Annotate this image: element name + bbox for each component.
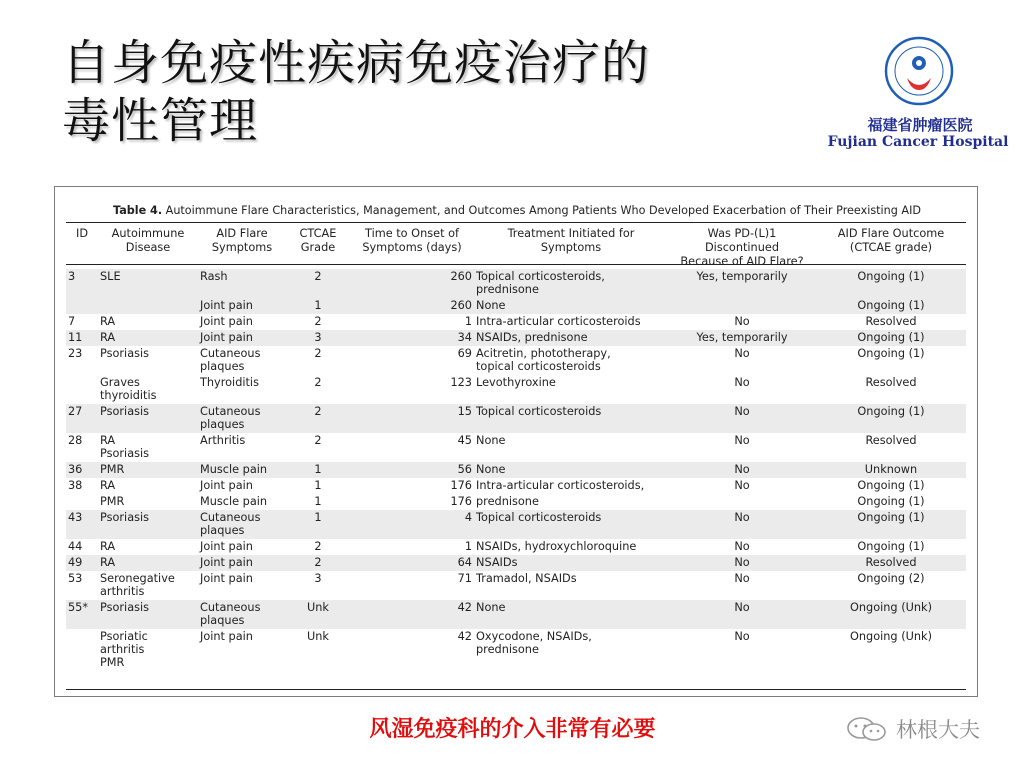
cell-id: 44 xyxy=(68,540,83,553)
cell-disease xyxy=(98,462,198,478)
cell-disease xyxy=(98,404,198,433)
cell-treatment xyxy=(474,462,668,478)
cell-disease xyxy=(98,298,198,314)
cell-id: 28 xyxy=(68,434,83,447)
table-row xyxy=(66,510,966,539)
cell-symptoms xyxy=(198,298,286,314)
cell-line: None xyxy=(476,463,506,476)
cell-line: Rash xyxy=(200,270,228,283)
cell-outcome: Unknown xyxy=(816,462,966,478)
cell-symptoms xyxy=(198,269,286,298)
cell-treatment xyxy=(474,629,668,671)
cell-line: Intra-articular corticosteroids xyxy=(476,315,641,328)
cell-discontinued: No xyxy=(734,376,750,389)
cell-grade: Unk xyxy=(307,630,329,643)
cell-onset: 1 xyxy=(464,540,472,553)
cell-id xyxy=(66,375,98,404)
cell-treatment xyxy=(474,555,668,571)
cell-line: None xyxy=(476,434,506,447)
cell-treatment xyxy=(474,571,668,600)
cell-line: plaques xyxy=(200,614,245,627)
table-caption xyxy=(113,204,1013,217)
header-outcome xyxy=(816,227,966,269)
cell-id: 7 xyxy=(68,315,76,328)
cell-line: Thyroiditis xyxy=(200,376,259,389)
cell-line: RA xyxy=(100,540,116,553)
cell-discontinued xyxy=(668,298,816,314)
table-body xyxy=(66,269,966,671)
cell-grade: 2 xyxy=(286,404,350,433)
cell-grade: 1 xyxy=(314,479,322,492)
cell-outcome: Ongoing (1) xyxy=(857,495,925,508)
cell-onset: 34 xyxy=(350,330,474,346)
cell-line: Graves xyxy=(100,376,140,389)
cell-line: Psoriasis xyxy=(100,447,150,460)
cell-symptoms xyxy=(198,433,286,462)
cell-id: 27 xyxy=(66,404,98,433)
cell-discontinued: No xyxy=(734,347,750,360)
cell-line: Psoriatic xyxy=(100,630,148,643)
cell-grade: 2 xyxy=(314,434,322,447)
cell-treatment xyxy=(474,539,668,555)
cell-onset: 56 xyxy=(350,462,474,478)
cell-onset: 42 xyxy=(350,600,474,629)
cell-line: PMR xyxy=(100,656,125,669)
cell-outcome: Ongoing (1) xyxy=(816,404,966,433)
header-discontinued xyxy=(668,227,816,269)
slide-title-line-1: 自身免疫性疾病免疫治疗的 xyxy=(62,35,651,91)
table-row xyxy=(66,346,966,375)
header-line: Symptoms (days) xyxy=(362,241,462,254)
cell-line: thyroiditis xyxy=(100,389,157,402)
header-line: Grade xyxy=(300,241,336,254)
cell-line: prednisone xyxy=(476,643,539,656)
cell-discontinued: No xyxy=(734,630,750,643)
cell-outcome: Ongoing (Unk) xyxy=(816,600,966,629)
table-row xyxy=(66,330,966,346)
cell-outcome: Ongoing (1) xyxy=(857,540,925,553)
header-line: Because of AID Flare? xyxy=(680,255,804,268)
cell-onset: 260 xyxy=(350,269,474,298)
cell-discontinued: No xyxy=(668,462,816,478)
header-grade xyxy=(286,227,350,269)
cell-outcome: Ongoing (1) xyxy=(816,298,966,314)
cell-id xyxy=(66,298,98,314)
table-row xyxy=(66,629,966,671)
cell-onset: 176 xyxy=(450,479,472,492)
cell-treatment xyxy=(474,346,668,375)
cell-line: Arthritis xyxy=(200,434,246,447)
cell-line: plaques xyxy=(200,524,245,537)
cell-line: None xyxy=(476,601,506,614)
cell-line: plaques xyxy=(200,418,245,431)
bottom-note: 风湿免疫科的介入非常有必要 xyxy=(369,717,656,742)
cell-outcome: Resolved xyxy=(865,315,917,328)
cell-disease xyxy=(98,539,198,555)
cell-line: Muscle pain xyxy=(200,463,268,476)
cell-disease xyxy=(98,629,198,671)
table-figure xyxy=(54,186,978,697)
header-line: Treatment Initiated for xyxy=(507,227,635,240)
cell-line: NSAIDs xyxy=(476,556,518,569)
cell-grade: 2 xyxy=(286,555,350,571)
hospital-name-en: Fujian Cancer Hospital xyxy=(827,134,1009,150)
cell-outcome: Ongoing (1) xyxy=(857,347,925,360)
cell-symptoms xyxy=(198,404,286,433)
cell-discontinued: No xyxy=(668,404,816,433)
header-line: Was PD-(L)1 Discontinued xyxy=(704,227,779,254)
cell-discontinued: No xyxy=(734,315,750,328)
cell-outcome: Resolved xyxy=(865,434,917,447)
wechat-icon xyxy=(846,716,888,742)
cell-discontinued: No xyxy=(668,510,816,539)
cell-outcome: Resolved xyxy=(816,555,966,571)
cell-outcome: Ongoing (1) xyxy=(857,479,925,492)
cell-symptoms xyxy=(198,346,286,375)
cell-symptoms xyxy=(198,539,286,555)
table-caption-text: Autoimmune Flare Characteristics, Management, and Outcomes Among Patients Who Developed Exacerbation of Their Preexisting AID xyxy=(165,204,921,217)
watermark-text: 林根大夫 xyxy=(896,718,980,742)
cell-onset: 15 xyxy=(350,404,474,433)
flare-table xyxy=(66,227,966,671)
table-row xyxy=(66,314,966,330)
cell-grade: 3 xyxy=(286,330,350,346)
cell-disease xyxy=(98,269,198,298)
cell-line: RA xyxy=(100,434,116,447)
cell-id: 49 xyxy=(66,555,98,571)
cell-treatment xyxy=(474,494,668,510)
cell-id: 55* xyxy=(66,600,98,629)
cell-discontinued: No xyxy=(668,600,816,629)
cell-id xyxy=(66,629,98,671)
table-row xyxy=(66,571,966,600)
cell-outcome: Ongoing (1) xyxy=(816,330,966,346)
cell-onset: 45 xyxy=(457,434,472,447)
cell-grade: 2 xyxy=(286,269,350,298)
cell-discontinued: No xyxy=(734,572,750,585)
cell-line: Oxycodone, NSAIDs, xyxy=(476,630,592,643)
cell-outcome: Ongoing (1) xyxy=(816,269,966,298)
cell-treatment xyxy=(474,404,668,433)
cell-symptoms xyxy=(198,375,286,404)
cell-disease xyxy=(98,510,198,539)
cell-discontinued: No xyxy=(734,479,750,492)
table-row xyxy=(66,494,966,510)
cell-treatment xyxy=(474,600,668,629)
cell-onset: 176 xyxy=(450,495,472,508)
cell-line: topical corticosteroids xyxy=(476,360,601,373)
header-line: Symptoms xyxy=(211,241,273,254)
cell-line: Joint pain xyxy=(200,556,253,569)
cell-outcome: Resolved xyxy=(865,376,917,389)
table-row xyxy=(66,539,966,555)
cell-onset: 123 xyxy=(450,376,472,389)
cell-symptoms xyxy=(198,571,286,600)
watermark xyxy=(846,712,996,742)
header-line: Symptoms xyxy=(540,241,602,254)
cell-disease xyxy=(98,571,198,600)
cell-line: Joint pain xyxy=(200,315,253,328)
cell-outcome: Ongoing (Unk) xyxy=(850,630,932,643)
cell-disease xyxy=(98,600,198,629)
cell-line: Joint pain xyxy=(200,572,253,585)
cell-treatment xyxy=(474,433,668,462)
cell-treatment xyxy=(474,375,668,404)
cell-id: 23 xyxy=(68,347,83,360)
cell-id xyxy=(66,494,98,510)
cell-line: Topical corticosteroids xyxy=(476,511,602,524)
cell-line: Joint pain xyxy=(200,630,253,643)
cell-onset: 4 xyxy=(350,510,474,539)
cell-line: RA xyxy=(100,556,116,569)
header-onset xyxy=(350,227,474,269)
cell-line: Psoriasis xyxy=(100,601,150,614)
cell-id: 3 xyxy=(66,269,98,298)
cell-line: arthritis xyxy=(100,643,145,656)
cell-discontinued: Yes, temporarily xyxy=(668,269,816,298)
cell-line: Psoriasis xyxy=(100,347,150,360)
cell-id: 36 xyxy=(66,462,98,478)
cell-grade: 2 xyxy=(314,540,322,553)
cell-grade: 3 xyxy=(314,572,322,585)
table-row xyxy=(66,375,966,404)
hospital-logo-icon xyxy=(884,36,954,106)
cell-grade: 1 xyxy=(314,495,322,508)
cell-line: RA xyxy=(100,479,116,492)
cell-line: PMR xyxy=(100,463,125,476)
cell-treatment xyxy=(474,478,668,494)
cell-outcome: Ongoing (1) xyxy=(816,510,966,539)
cell-treatment xyxy=(474,269,668,298)
cell-line: Topical corticosteroids xyxy=(476,405,602,418)
cell-grade: 1 xyxy=(286,298,350,314)
cell-line: Intra-articular corticosteroids, xyxy=(476,479,645,492)
table-caption-label: Table 4. xyxy=(113,204,163,217)
header-symptoms xyxy=(198,227,286,269)
cell-symptoms xyxy=(198,510,286,539)
table-row xyxy=(66,404,966,433)
cell-line: Psoriasis xyxy=(100,405,150,418)
header-line: Disease xyxy=(125,241,171,254)
cell-grade: Unk xyxy=(286,600,350,629)
slide-title-line-2: 毒性管理 xyxy=(62,93,259,149)
cell-line: Tramadol, NSAIDs xyxy=(476,572,577,585)
cell-line: plaques xyxy=(200,360,245,373)
cell-treatment xyxy=(474,298,668,314)
cell-outcome: Ongoing (2) xyxy=(857,572,925,585)
cell-grade: 2 xyxy=(314,315,322,328)
header-line: ID xyxy=(75,227,89,240)
cell-line: Seronegative xyxy=(100,572,175,585)
table-row xyxy=(66,600,966,629)
cell-line: Topical corticosteroids, xyxy=(476,270,605,283)
cell-line: prednisone xyxy=(476,283,539,296)
header-line: Time to Onset of xyxy=(365,227,459,240)
cell-id: 43 xyxy=(66,510,98,539)
cell-treatment xyxy=(474,330,668,346)
cell-onset: 71 xyxy=(457,572,472,585)
hospital-name-cn: 福建省肿瘤医院 xyxy=(867,116,973,134)
header-treatment xyxy=(474,227,668,269)
header-id xyxy=(66,227,98,269)
cell-onset: 42 xyxy=(457,630,472,643)
cell-line: NSAIDs, prednisone xyxy=(476,331,588,344)
header-disease xyxy=(98,227,198,269)
cell-symptoms xyxy=(198,314,286,330)
cell-id: 53 xyxy=(68,572,83,585)
cell-symptoms xyxy=(198,600,286,629)
cell-line: NSAIDs, hydroxychloroquine xyxy=(476,540,637,553)
slide-title xyxy=(62,34,762,150)
cell-line: RA xyxy=(100,331,116,344)
cell-line: Joint pain xyxy=(200,479,253,492)
cell-line: SLE xyxy=(100,270,121,283)
cell-discontinued xyxy=(668,494,816,510)
cell-disease xyxy=(98,494,198,510)
cell-line: Joint pain xyxy=(200,540,253,553)
cell-line: Joint pain xyxy=(200,299,253,312)
cell-disease xyxy=(98,555,198,571)
table-row xyxy=(66,478,966,494)
table-row xyxy=(66,555,966,571)
cell-line: None xyxy=(476,299,506,312)
cell-discontinued: Yes, temporarily xyxy=(668,330,816,346)
cell-symptoms xyxy=(198,494,286,510)
table-row xyxy=(66,298,966,314)
cell-onset: 64 xyxy=(350,555,474,571)
cell-line: Cutaneous xyxy=(200,347,261,360)
table-row xyxy=(66,462,966,478)
header-line: Autoimmune xyxy=(111,227,185,240)
header-line: AID Flare Outcome xyxy=(837,227,945,240)
cell-line: arthritis xyxy=(100,585,145,598)
cell-onset: 69 xyxy=(457,347,472,360)
cell-disease xyxy=(98,346,198,375)
cell-onset: 1 xyxy=(464,315,472,328)
cell-treatment xyxy=(474,314,668,330)
cell-line: Cutaneous xyxy=(200,511,261,524)
cell-id: 38 xyxy=(68,479,83,492)
cell-line: Muscle pain xyxy=(200,495,268,508)
cell-disease xyxy=(98,330,198,346)
cell-line: Joint pain xyxy=(200,331,253,344)
cell-line: PMR xyxy=(100,495,125,508)
cell-onset: 260 xyxy=(350,298,474,314)
cell-line: Acitretin, phototherapy, xyxy=(476,347,611,360)
cell-discontinued: No xyxy=(668,555,816,571)
cell-disease xyxy=(98,433,198,462)
cell-symptoms xyxy=(198,330,286,346)
cell-line: prednisone xyxy=(476,495,539,508)
cell-disease xyxy=(98,375,198,404)
cell-discontinued: No xyxy=(734,434,750,447)
table-row xyxy=(66,433,966,462)
cell-line: Psoriasis xyxy=(100,511,150,524)
table-row xyxy=(66,269,966,298)
cell-grade: 2 xyxy=(314,376,322,389)
cell-grade: 1 xyxy=(286,462,350,478)
header-line: AID Flare xyxy=(216,227,268,240)
header-line: CTCAE xyxy=(299,227,337,240)
cell-id: 11 xyxy=(66,330,98,346)
cell-discontinued: No xyxy=(734,540,750,553)
cell-line: Cutaneous xyxy=(200,601,261,614)
cell-treatment xyxy=(474,510,668,539)
table-bottom-rule xyxy=(66,689,966,690)
header-line: (CTCAE grade) xyxy=(849,241,933,254)
cell-line: Cutaneous xyxy=(200,405,261,418)
cell-grade: 2 xyxy=(314,347,322,360)
cell-symptoms xyxy=(198,462,286,478)
table-header-row xyxy=(66,227,966,269)
cell-grade: 1 xyxy=(286,510,350,539)
cell-disease xyxy=(98,478,198,494)
cell-symptoms xyxy=(198,629,286,671)
cell-symptoms xyxy=(198,555,286,571)
cell-line: RA xyxy=(100,315,116,328)
cell-disease xyxy=(98,314,198,330)
cell-line: Levothyroxine xyxy=(476,376,556,389)
cell-symptoms xyxy=(198,478,286,494)
table-top-rule xyxy=(66,222,966,223)
